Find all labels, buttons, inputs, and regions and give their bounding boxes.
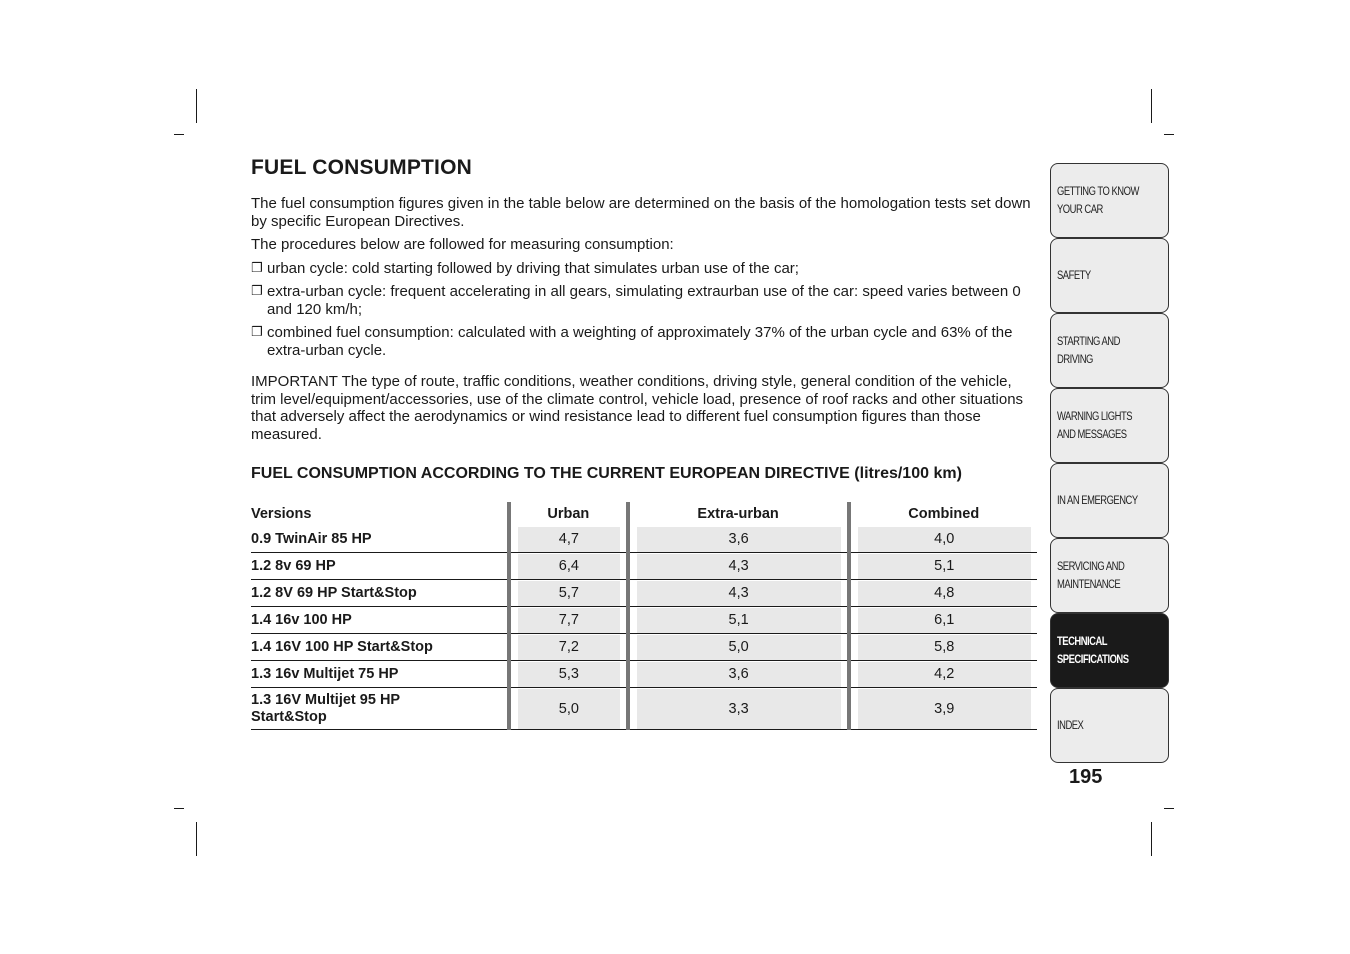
version-cell: 1.4 16V 100 HP Start&Stop [251,634,509,661]
value-text: 5,1 [637,608,841,633]
value-text: 5,7 [518,581,620,606]
table-body [251,526,1037,730]
extra-urban-cell [628,553,849,580]
version-cell: 1.3 16V Multijet 95 HP Start&Stop [251,688,509,730]
checkbox-bullet-icon: ❒ [251,284,263,299]
urban-cell [509,580,628,607]
list-item: ❒ extra-urban cycle: frequent accelerating in all gears, simulating extraurban use of the car: speed varies between 0 and 120 km/h; [251,283,1021,318]
column-header-versions: Versions [251,506,312,522]
value-text: 4,3 [637,581,841,606]
crop-mark [196,822,197,856]
combined-cell [849,607,1038,634]
value-text: 3,6 [637,527,841,552]
intro-paragraph: The procedures below are followed for measuring consumption: [251,236,674,253]
tab-label: GETTING TO KNOW YOUR CAR [1057,185,1139,216]
value-text: 5,8 [858,635,1032,660]
value-text: 5,0 [637,635,841,660]
value-text: 4,3 [637,554,841,579]
page-number: 195 [1069,766,1103,788]
tab-label: SAFETY [1057,269,1091,282]
combined-cell [849,634,1038,661]
crop-mark [196,89,197,123]
version-cell: 0.9 TwinAir 85 HP [251,526,509,553]
extra-urban-cell [628,607,849,634]
tab-getting-to-know-your-car[interactable] [1050,163,1169,238]
urban-cell [509,661,628,688]
value-text: 4,7 [518,527,620,552]
crop-mark [1151,89,1152,123]
tab-index[interactable] [1050,688,1169,763]
list-item: ❒ urban cycle: cold starting followed by driving that simulates urban use of the car; [251,259,799,277]
table-row [251,634,1037,661]
value-text: 4,0 [858,527,1032,552]
table-row [251,688,1037,730]
extra-urban-cell [628,634,849,661]
version-cell: 1.2 8V 69 HP Start&Stop [251,580,509,607]
tab-label: WARNING LIGHTS AND MESSAGES [1057,410,1133,441]
crop-mark [1164,134,1174,135]
chapter-tabs [1050,163,1169,763]
value-text: 3,9 [858,689,1032,729]
column-header-combined: Combined [849,502,1038,526]
extra-urban-cell [628,580,849,607]
tab-label: INDEX [1057,719,1084,732]
tab-safety[interactable] [1050,238,1169,313]
extra-urban-cell [628,661,849,688]
urban-cell [509,688,628,730]
value-text: 6,1 [858,608,1032,633]
urban-cell [509,526,628,553]
value-text: 6,4 [518,554,620,579]
crop-mark [1164,808,1174,809]
urban-cell [509,607,628,634]
tab-in-an-emergency[interactable] [1050,463,1169,538]
value-text: 4,8 [858,581,1032,606]
table-row [251,661,1037,688]
list-item: ❒ combined fuel consumption: calculated with a weighting of approximately 37% of the urban cycle and 63% of the extra-urban cycle. [251,324,1013,359]
version-cell: 1.2 8v 69 HP [251,553,509,580]
tab-label: TECHNICAL SPECIFICATIONS [1057,635,1129,666]
table-row [251,607,1037,634]
tab-warning-lights-and-messages[interactable] [1050,388,1169,463]
table-row [251,526,1037,553]
combined-cell [849,661,1038,688]
value-text: 5,1 [858,554,1032,579]
crop-mark [174,808,184,809]
tab-label: IN AN EMERGENCY [1057,494,1138,507]
tab-label: STARTING AND DRIVING [1057,335,1120,366]
value-text: 3,6 [637,662,841,687]
value-text: 3,3 [637,689,841,729]
extra-urban-cell [628,526,849,553]
tab-servicing-and-maintenance[interactable] [1050,538,1169,613]
table-row [251,553,1037,580]
value-text: 7,2 [518,635,620,660]
important-note: IMPORTANT The type of route, traffic conditions, weather conditions, driving style, general condition of the vehicle, trim level/equipment/accessories, use of the climate control, vehicle load, presence of roof racks and other situations that adversely affect the aerodynamics or wind resistance lead to different fuel consumption figures than those measured. [251,373,1024,443]
procedure-list [251,260,1037,360]
extra-urban-cell [628,688,849,730]
version-cell: 1.3 16v Multijet 75 HP [251,661,509,688]
combined-cell [849,553,1038,580]
table-header-row [251,502,1037,526]
column-header-extra-urban: Extra-urban [628,502,849,526]
crop-mark [174,134,184,135]
table-row [251,580,1037,607]
fuel-consumption-table [251,502,1037,730]
crop-mark [1151,822,1152,856]
value-text: 5,0 [518,689,620,729]
version-cell: 1.4 16v 100 HP [251,607,509,634]
intro-paragraph: The fuel consumption figures given in the table below are determined on the basis of the homologation tests set down by specific European Directives. [251,195,1031,230]
tab-technical-specifications[interactable] [1050,613,1169,688]
column-header-urban: Urban [509,502,628,526]
tab-starting-and-driving[interactable] [1050,313,1169,388]
value-text: 4,2 [858,662,1032,687]
checkbox-bullet-icon: ❒ [251,260,263,276]
combined-cell [849,526,1038,553]
urban-cell [509,553,628,580]
checkbox-bullet-icon: ❒ [251,325,263,340]
tab-label: SERVICING AND MAINTENANCE [1057,560,1125,591]
value-text: 5,3 [518,662,620,687]
combined-cell [849,580,1038,607]
combined-cell [849,688,1038,730]
urban-cell [509,634,628,661]
body-text [251,195,1037,449]
table-title: FUEL CONSUMPTION ACCORDING TO THE CURRENT EUROPEAN DIRECTIVE (litres/100 km) [251,465,962,482]
page-title: FUEL CONSUMPTION [251,156,472,179]
value-text: 7,7 [518,608,620,633]
